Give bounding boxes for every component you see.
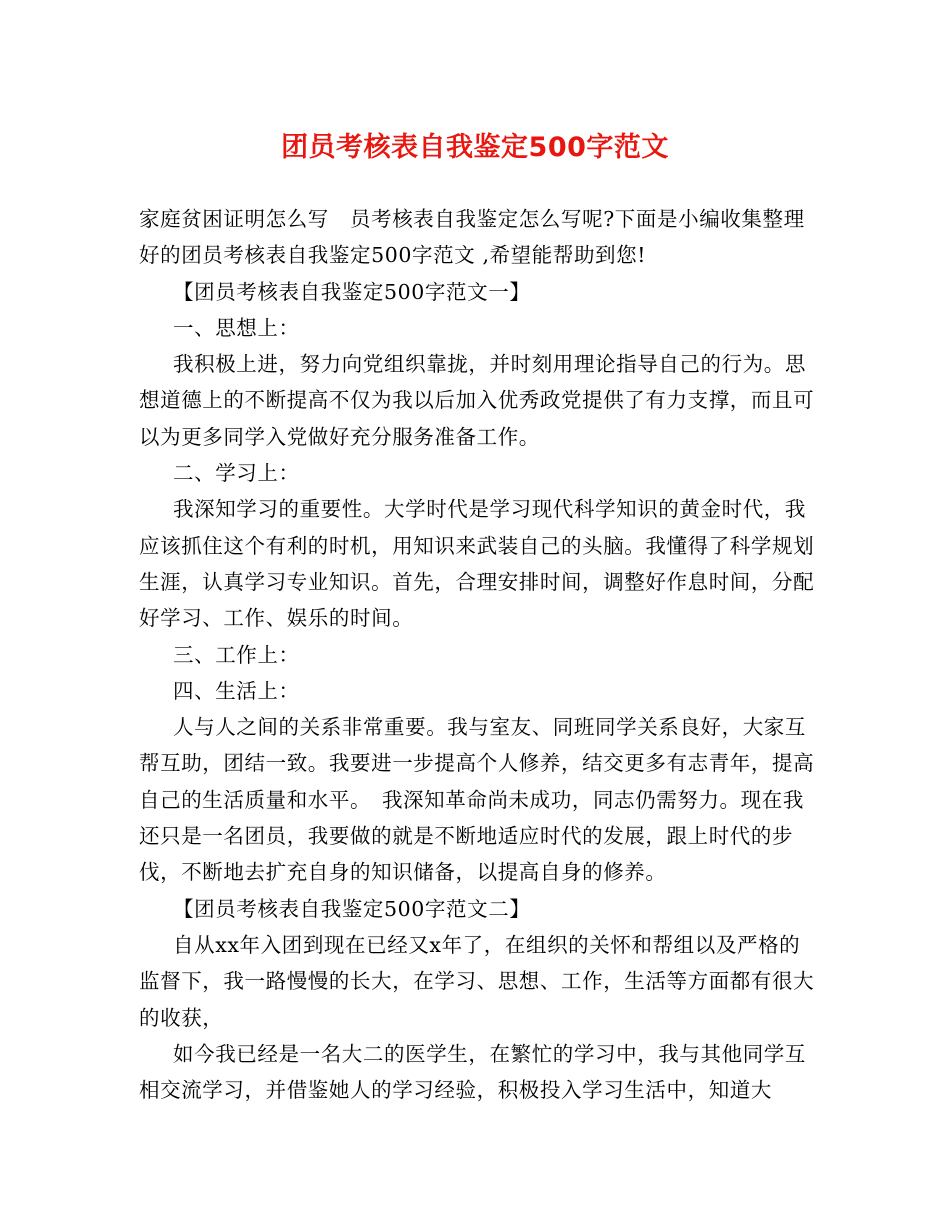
section1-heading: 【团员考核表自我鉴定500字范文一】 bbox=[173, 279, 531, 304]
document-body bbox=[139, 201, 819, 1108]
section2-paragraph-2: 如今我已经是一名大二的医学生，在繁忙的学习中，我与其他同学互相交流学习，并借鉴她人的学习经验，积极投入学习生活中，知道大 bbox=[139, 1041, 806, 1103]
document-title: 团员考核表自我鉴定500字范文 bbox=[281, 132, 669, 163]
item4-paragraph: 人与人之间的关系非常重要。我与室友、同班同学关系良好，大家互帮互助，团结一致。我要进一步提高个人修养，结交更多有志青年，提高自己的生活质量和水平。 我深知革命尚未成功，同志仍需努力。现在我还只是一名团员，我要做的就是不断地适应时代的发展，跟上时代的步伐，不断地去扩充自身的知识储备，以提高自身的修养。 bbox=[139, 715, 815, 885]
item2-paragraph: 我深知学习的重要性。大学时代是学习现代科学知识的黄金时代，我应该抓住这个有利的时机，用知识来武装自己的头脑。我懂得了科学规划生涯，认真学习专业知识。首先，合理安排时间，调整好作息时间，分配好学习、工作、娱乐的时间。 bbox=[139, 497, 815, 631]
intro-paragraph: 家庭贫困证明怎么写 员考核表自我鉴定怎么写呢?下面是小编收集整理好的团员考核表自我鉴定500字范文 ,希望能帮助到您! bbox=[139, 207, 805, 268]
section2-paragraph-1: 自从xx年入团到现在已经又x年了，在组织的关怀和帮组以及严格的监督下，我一路慢慢的长大，在学习、思想、工作，生活等方面都有很大的收获， bbox=[139, 932, 815, 1030]
item4-heading: 四、生活上： bbox=[173, 678, 300, 703]
item2-heading: 二、学习上： bbox=[173, 461, 300, 486]
item1-heading: 一、思想上： bbox=[173, 315, 300, 340]
item3-heading: 三、工作上： bbox=[173, 642, 300, 667]
section2-heading: 【团员考核表自我鉴定500字范文二】 bbox=[173, 896, 531, 921]
item1-paragraph: 我积极上进，努力向党组织靠拢，并时刻用理论指导自己的行为。思想道德上的不断提高不仅为我以后加入优秀政党提供了有力支撑，而且可以为更多同学入党做好充分服务准备工作。 bbox=[139, 352, 815, 449]
